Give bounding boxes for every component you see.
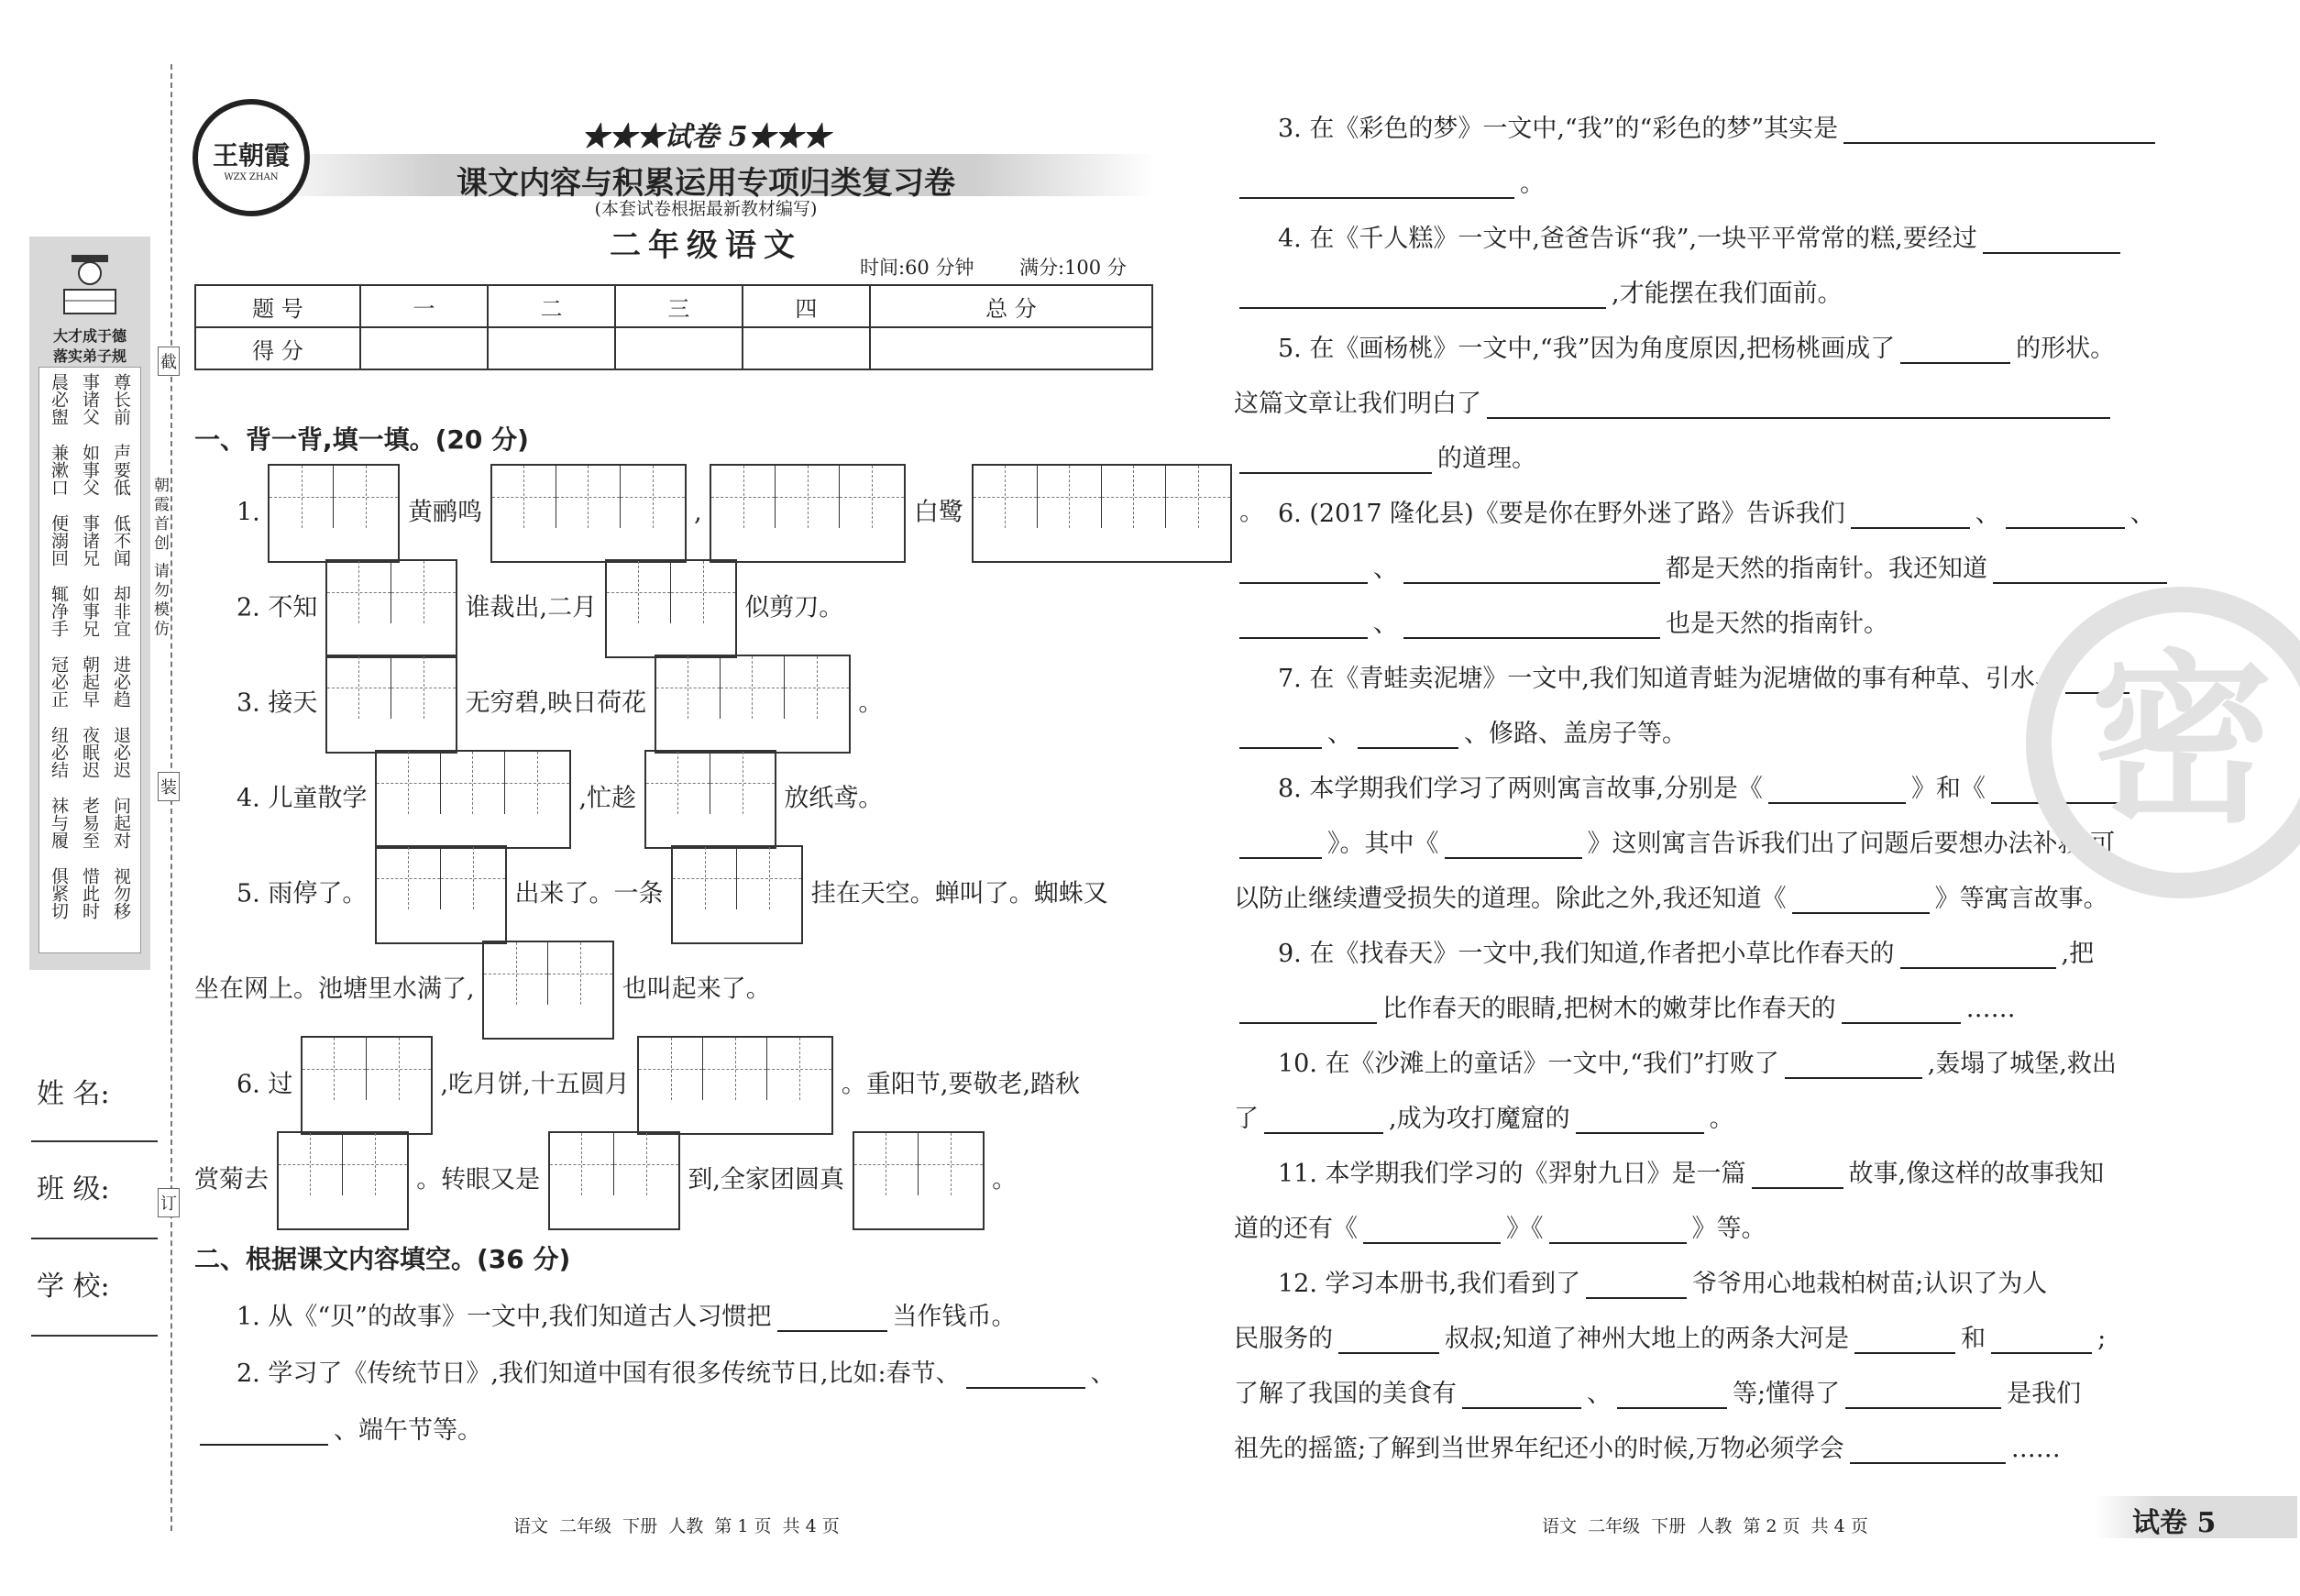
s2-q10 xyxy=(1278,1043,2117,1079)
s2-q7-text: 、修路、盖房子等。 xyxy=(1464,720,1687,748)
s2-q6-text: 、 xyxy=(2129,500,2155,528)
s1-q3 xyxy=(237,655,883,754)
s2-q5-cont xyxy=(1234,383,2116,419)
answer-blank[interactable] xyxy=(1752,1161,1843,1189)
verse-box xyxy=(39,367,141,953)
answer-blank[interactable] xyxy=(1487,391,2110,419)
verse-item: 进必趋 xyxy=(111,655,131,708)
verse-item: 朝起早 xyxy=(80,655,100,708)
score-input[interactable] xyxy=(743,327,870,369)
s1-q6-text: 到,全家团圆真 xyxy=(688,1165,844,1194)
logo-text: 王朝霞 xyxy=(212,140,290,171)
answer-blank[interactable] xyxy=(1586,1271,1687,1299)
s1-q5-text: 出来了。一条 xyxy=(514,879,664,908)
s2-q11-text: 11. 本学期我们学习的《羿射九日》是一篇 xyxy=(1278,1160,1746,1188)
s2-q6-text: 也是天然的指南针。 xyxy=(1666,610,1888,638)
answer-blank[interactable] xyxy=(1338,1326,1439,1354)
s2-q6 xyxy=(1278,493,2155,529)
s2-q9-text: 9. 在《找春天》一文中,我们知道,作者把小草比作春天的 xyxy=(1278,940,1895,968)
score-input[interactable] xyxy=(488,327,615,369)
footer-right: 语文 二年级 下册 人教 第 2 页 共 4 页 xyxy=(1542,1516,1868,1536)
s2-q4-cont xyxy=(1234,273,1843,309)
cut-mark-1: 截 xyxy=(158,347,180,376)
s2-q2 xyxy=(237,1353,1116,1389)
s1-q5-text: 挂在天空。蝉叫了。蜘蛛又 xyxy=(810,879,1108,908)
score-cell: 总 分 xyxy=(870,285,1152,327)
s2-q11 xyxy=(1278,1153,2104,1189)
s2-q6-text: 、 xyxy=(1373,610,1398,638)
s2-q12-text: 爷爷用心地栽柏树苗;认识了为人 xyxy=(1692,1270,2048,1298)
motto-line-1: 大才成于德 xyxy=(52,327,127,345)
s2-q9-text: …… xyxy=(1965,995,2016,1023)
verse-item: 冠必正 xyxy=(49,655,69,708)
verse-item: 声要低 xyxy=(111,444,131,496)
answer-blank[interactable] xyxy=(1239,721,1322,749)
s2-q6-cont xyxy=(1234,548,2173,584)
s1-q4-text: 4. 儿童散学 xyxy=(237,784,368,813)
s2-q2-cont xyxy=(194,1410,482,1446)
answer-grid[interactable] xyxy=(605,559,737,658)
school-field-line[interactable] xyxy=(31,1335,158,1337)
answer-grid[interactable] xyxy=(375,750,571,849)
s2-q10-text: 。 xyxy=(1709,1105,1734,1133)
s1-q3-text: 3. 接天 xyxy=(237,688,318,718)
s1-q6-text: 。 xyxy=(992,1165,1018,1194)
verse-grid xyxy=(39,368,140,925)
s1-q4 xyxy=(237,750,883,849)
verse-item: 如事兄 xyxy=(80,585,100,637)
s2-q12-cont3 xyxy=(1234,1428,2061,1464)
s2-q8-cont xyxy=(1234,823,2115,859)
s2-q8-text: 》。其中《 xyxy=(1327,830,1439,858)
verse-item: 惜此时 xyxy=(80,867,100,919)
answer-blank[interactable] xyxy=(1576,1106,1704,1134)
s2-q6-text: 、 xyxy=(1975,500,2000,528)
s2-q8-cont2 xyxy=(1234,878,2108,914)
s1-q3-text: 。 xyxy=(858,688,884,718)
verse-item: 事诸兄 xyxy=(80,514,100,567)
answer-grid[interactable] xyxy=(375,845,507,944)
s2-q11-text: 故事,像这样的故事我知 xyxy=(1848,1160,2105,1188)
s1-q2-text: 似剪刀。 xyxy=(744,593,844,622)
answer-blank[interactable] xyxy=(1851,501,1970,529)
s2-q12-text: 了解了我国的美食有 xyxy=(1234,1380,1457,1408)
score-cell: 题 号 xyxy=(195,285,360,327)
answer-blank[interactable] xyxy=(1549,1216,1687,1244)
s2-q5-text: 这篇文章让我们明白了 xyxy=(1234,390,1481,418)
score-input[interactable] xyxy=(870,327,1152,369)
s1-q2-text: 谁裁出,二月 xyxy=(465,593,598,622)
s1-q1-text: 黄鹂鸣 xyxy=(407,498,482,527)
verse-item: 俱紧切 xyxy=(49,867,69,919)
answer-blank[interactable] xyxy=(1358,721,1458,749)
time-limit: 时间:60 分钟 xyxy=(860,257,974,279)
verse-item: 视勿移 xyxy=(111,867,131,919)
exam-subtitle: (本套试卷根据最新教材编写) xyxy=(594,199,818,219)
s2-q11-text: 道的还有《 xyxy=(1234,1215,1358,1243)
s2-q1 xyxy=(237,1296,1017,1332)
verse-item: 尊长前 xyxy=(111,373,131,425)
s2-q7-text: 7. 在《青蛙卖泥塘》一文中,我们知道青蛙为泥塘做的事有种草、引水、 xyxy=(1278,665,2060,693)
logo-badge xyxy=(193,99,310,216)
score-cell: 一 xyxy=(360,285,488,327)
answer-blank[interactable] xyxy=(966,1361,1085,1389)
s1-q6-cont xyxy=(194,1131,1017,1230)
s2-q2-text: 、 xyxy=(1090,1359,1116,1388)
answer-blank[interactable] xyxy=(1991,1326,2092,1354)
s2-q10-text: 10. 在《沙滩上的童话》一文中,“我们”打败了 xyxy=(1278,1050,1779,1078)
s2-q7-cont xyxy=(1234,713,1687,749)
answer-grid[interactable] xyxy=(325,655,457,754)
s2-q8-text: 8. 本学期我们学习了两则寓言故事,分别是《 xyxy=(1278,775,1763,803)
paper-tab-label: 试卷 5 xyxy=(2132,1507,2217,1539)
answer-blank[interactable] xyxy=(1617,1381,1727,1409)
s1-q5 xyxy=(237,845,1108,944)
s2-q5-text: 的形状。 xyxy=(2016,335,2116,363)
s2-q11-text: 》《 xyxy=(1506,1215,1544,1243)
s2-q12-cont2 xyxy=(1234,1373,2081,1409)
answer-blank[interactable] xyxy=(1239,281,1606,309)
verse-item: 低不闻 xyxy=(111,514,131,567)
answer-grid[interactable] xyxy=(482,941,614,1040)
verse-item: 便溺回 xyxy=(49,514,69,567)
s2-q5-cont2 xyxy=(1234,438,1536,474)
name-field-label: 姓 名: xyxy=(37,1078,110,1110)
s1-q3-text: 无穷碧,映日荷花 xyxy=(465,688,647,718)
s1-q2 xyxy=(237,559,843,658)
s2-q12-text: 和 xyxy=(1961,1325,1986,1353)
s2-q3-text: 3. 在《彩色的梦》一文中,“我”的“彩色的梦”其实是 xyxy=(1278,115,1839,143)
class-field-line[interactable] xyxy=(31,1238,158,1239)
s2-q9 xyxy=(1278,933,2094,969)
logo-subtext: WZX ZHAN xyxy=(224,172,279,182)
s2-q12-text: …… xyxy=(2010,1435,2061,1463)
section-1-heading: 一、背一背,填一填。(20 分) xyxy=(194,424,529,455)
s1-q1-text: 白鹭 xyxy=(913,498,963,527)
s1-q5-text: 也叫起来了。 xyxy=(622,974,771,1004)
answer-blank[interactable] xyxy=(1842,996,1961,1024)
s2-q3-cont xyxy=(1234,163,1545,199)
s2-q6-text: 、 xyxy=(1373,555,1398,583)
cut-mark-2: 装 xyxy=(158,772,180,801)
s2-q6-text: 6. (2017 隆化县)《要是你在野外迷了路》告诉我们 xyxy=(1278,500,1845,528)
s2-q8-text: 以防止继续遭受损失的道理。除此之外,我还知道《 xyxy=(1234,885,1787,913)
s1-q6-text: 赏菊去 xyxy=(194,1165,269,1194)
answer-blank[interactable] xyxy=(1845,1381,2001,1409)
verse-item: 如事父 xyxy=(80,444,100,496)
s2-q2-text: 、端午节等。 xyxy=(334,1416,482,1445)
footer-left: 语文 二年级 下册 人教 第 1 页 共 4 页 xyxy=(513,1516,840,1536)
s2-q12-text: 、 xyxy=(1587,1380,1612,1408)
grade-title: 二年级语文 xyxy=(610,227,802,264)
score-input[interactable] xyxy=(360,327,488,369)
s2-q12-text: 等;懂得了 xyxy=(1733,1380,1841,1408)
s2-q6-cont2 xyxy=(1234,603,1888,639)
answer-grid[interactable] xyxy=(277,1131,409,1230)
s1-q6-text: ,吃月饼,十五圆月 xyxy=(440,1070,630,1099)
s2-q11-cont xyxy=(1234,1208,1766,1244)
verse-item: 退必迟 xyxy=(111,726,131,778)
s1-q6-text: 。重阳节,要敬老,踏秋 xyxy=(841,1070,1081,1099)
s2-q12-text: 祖先的摇篮;了解到当世界年纪还小的时候,万物必须学会 xyxy=(1234,1435,1844,1463)
answer-grid[interactable] xyxy=(655,655,851,754)
full-score: 满分:100 分 xyxy=(1019,257,1127,279)
score-cell: 三 xyxy=(615,285,743,327)
s2-q1-text: 1. 从《“贝”的故事》一文中,我们知道古人习惯把 xyxy=(237,1303,772,1331)
s2-q12-text: ; xyxy=(2097,1325,2107,1353)
answer-blank[interactable] xyxy=(1843,116,2155,144)
answer-blank[interactable] xyxy=(1785,1051,1922,1079)
s2-q8 xyxy=(1278,768,2125,804)
answer-blank[interactable] xyxy=(1900,336,2010,364)
score-cell: 得 分 xyxy=(195,327,360,369)
s1-q1 xyxy=(237,464,1264,563)
s2-q10-text: ,轰塌了城堡,救出 xyxy=(1927,1050,2117,1078)
answer-grid[interactable] xyxy=(268,464,400,563)
answer-grid[interactable] xyxy=(490,464,687,563)
s1-q5-text: 坐在网上。池塘里水满了, xyxy=(194,974,475,1004)
answer-grid[interactable] xyxy=(548,1131,680,1230)
s2-q1-text: 当作钱币。 xyxy=(892,1303,1017,1331)
verse-item: 问起对 xyxy=(111,797,131,849)
answer-blank[interactable] xyxy=(1239,556,1368,584)
score-table-header-row xyxy=(195,285,1152,327)
answer-grid[interactable] xyxy=(301,1036,433,1135)
s2-q4 xyxy=(1278,218,2126,254)
answer-blank[interactable] xyxy=(1993,556,2167,584)
answer-blank[interactable] xyxy=(1850,1436,2006,1464)
s2-q8-text: 》这则寓言告诉我们出了问题后要想办法补救,可 xyxy=(1587,830,2116,858)
s2-q12 xyxy=(1278,1263,2047,1299)
class-field-label: 班 级: xyxy=(37,1173,110,1205)
binding-sidebar xyxy=(29,237,150,970)
s1-q2-text: 2. 不知 xyxy=(237,593,318,622)
s2-q12-text: 民服务的 xyxy=(1234,1325,1333,1353)
s1-q5-cont xyxy=(194,941,771,1040)
answer-blank[interactable] xyxy=(1792,886,1930,914)
answer-blank[interactable] xyxy=(1239,611,1368,639)
answer-blank[interactable] xyxy=(1445,831,1582,859)
verse-item: 事诸父 xyxy=(80,373,100,425)
name-field-line[interactable] xyxy=(31,1140,158,1142)
verse-item: 兼漱口 xyxy=(49,444,69,496)
s2-q8-text: 》和《 xyxy=(1910,775,1986,803)
paper-number: ★★★试卷 5★★★ xyxy=(581,121,831,153)
s2-q9-text: 比作春天的眼睛,把树木的嫩芽比作春天的 xyxy=(1382,995,1836,1023)
verse-item: 纽必结 xyxy=(49,726,69,778)
answer-blank[interactable] xyxy=(1264,1106,1383,1134)
s1-q1-text: , xyxy=(694,498,702,527)
s2-q9-cont xyxy=(1234,988,2016,1024)
score-table-score-row xyxy=(195,327,1152,369)
score-input[interactable] xyxy=(615,327,743,369)
s2-q3 xyxy=(1278,108,2161,144)
s1-q4-text: ,忙趁 xyxy=(578,784,637,813)
s2-q3-text: 。 xyxy=(1520,170,1545,198)
confidential-watermark: 密 xyxy=(2026,587,2300,898)
verse-item: 晨必盥 xyxy=(49,373,69,425)
s1-q1-num: 1. xyxy=(237,498,260,527)
answer-grid[interactable] xyxy=(710,464,906,563)
s1-q1-text: 。 xyxy=(1239,498,1265,527)
answer-blank[interactable] xyxy=(1239,996,1377,1024)
section-2-heading: 二、根据课文内容填空。(36 分) xyxy=(194,1244,571,1274)
s2-q12-text: 是我们 xyxy=(2007,1380,2082,1408)
answer-blank[interactable] xyxy=(1900,941,2056,969)
motto-line-2: 落实弟子规 xyxy=(52,347,127,365)
s2-q5-text: 5. 在《画杨桃》一文中,“我”因为角度原因,把杨桃画成了 xyxy=(1278,335,1896,363)
s2-q10-cont xyxy=(1234,1098,1734,1134)
answer-blank[interactable] xyxy=(200,1418,328,1446)
s2-q11-text: 》等。 xyxy=(1691,1215,1766,1243)
s2-q4-text: 4. 在《千人糕》一文中,爸爸告诉“我”,一块平平常常的糕,要经过 xyxy=(1278,225,1977,253)
s1-q5-text: 5. 雨停了。 xyxy=(237,879,368,908)
answer-grid[interactable] xyxy=(325,559,457,658)
s2-q2-text: 2. 学习了《传统节日》,我们知道中国有很多传统节日,比如:春节、 xyxy=(237,1359,961,1388)
answer-blank[interactable] xyxy=(1239,171,1514,199)
answer-blank[interactable] xyxy=(1983,226,2120,254)
answer-grid[interactable] xyxy=(972,464,1232,563)
answer-blank[interactable] xyxy=(1403,556,1660,584)
paper-tab xyxy=(2096,1496,2297,1538)
score-cell: 二 xyxy=(488,285,615,327)
s2-q4-text: ,才能摆在我们面前。 xyxy=(1612,280,1843,308)
answer-blank[interactable] xyxy=(1768,776,1906,804)
verse-item: 老易至 xyxy=(80,797,100,849)
s2-q6-text: 都是天然的指南针。我还知道 xyxy=(1666,555,1987,583)
answer-blank[interactable] xyxy=(2006,501,2125,529)
verse-item: 却非宜 xyxy=(111,585,131,637)
answer-blank[interactable] xyxy=(1363,1216,1501,1244)
s2-q7 xyxy=(1278,658,2135,694)
s2-q12-cont xyxy=(1234,1318,2106,1354)
verse-item: 袜与履 xyxy=(49,797,69,849)
answer-grid[interactable] xyxy=(637,1036,833,1135)
s2-q5-text: 的道理。 xyxy=(1437,445,1536,473)
answer-blank[interactable] xyxy=(1462,1381,1581,1409)
cut-mark-3: 订 xyxy=(158,1188,180,1217)
s1-q6 xyxy=(237,1036,1080,1135)
side-note: 朝霞首创 请勿模仿 xyxy=(150,477,169,640)
mascot-figure xyxy=(55,246,125,319)
s2-q5 xyxy=(1278,328,2115,364)
s2-q12-text: 叔叔;知道了神州大地上的两条大河是 xyxy=(1445,1325,1850,1353)
answer-blank[interactable] xyxy=(1239,831,1322,859)
answer-blank[interactable] xyxy=(1854,1326,1955,1354)
s2-q8-text: 》等寓言故事。 xyxy=(1934,885,2108,913)
answer-grid[interactable] xyxy=(644,750,776,849)
school-field-label: 学 校: xyxy=(37,1271,110,1303)
s2-q10-text: 了 xyxy=(1234,1105,1259,1133)
score-cell: 四 xyxy=(743,285,870,327)
s1-q6-text: 。转眼又是 xyxy=(416,1165,541,1194)
s2-q12-text: 12. 学习本册书,我们看到了 xyxy=(1278,1270,1581,1298)
answer-grid[interactable] xyxy=(671,845,803,944)
answer-grid[interactable] xyxy=(853,1131,985,1230)
answer-blank[interactable] xyxy=(1239,446,1432,474)
s1-q4-text: 放纸鸢。 xyxy=(784,784,884,813)
s2-q9-text: ,把 xyxy=(2061,940,2095,968)
answer-blank[interactable] xyxy=(777,1304,887,1332)
verse-item: 辄净手 xyxy=(49,585,69,637)
exam-title: 课文内容与积累运用专项归类复习卷 xyxy=(457,165,955,202)
s1-q6-text: 6. 过 xyxy=(237,1070,293,1099)
verse-item: 夜眠迟 xyxy=(80,726,100,778)
score-table xyxy=(194,284,1153,370)
s2-q7-text: 、 xyxy=(1327,720,1352,748)
s2-q10-text: ,成为攻打魔窟的 xyxy=(1389,1105,1570,1133)
answer-blank[interactable] xyxy=(1403,611,1660,639)
